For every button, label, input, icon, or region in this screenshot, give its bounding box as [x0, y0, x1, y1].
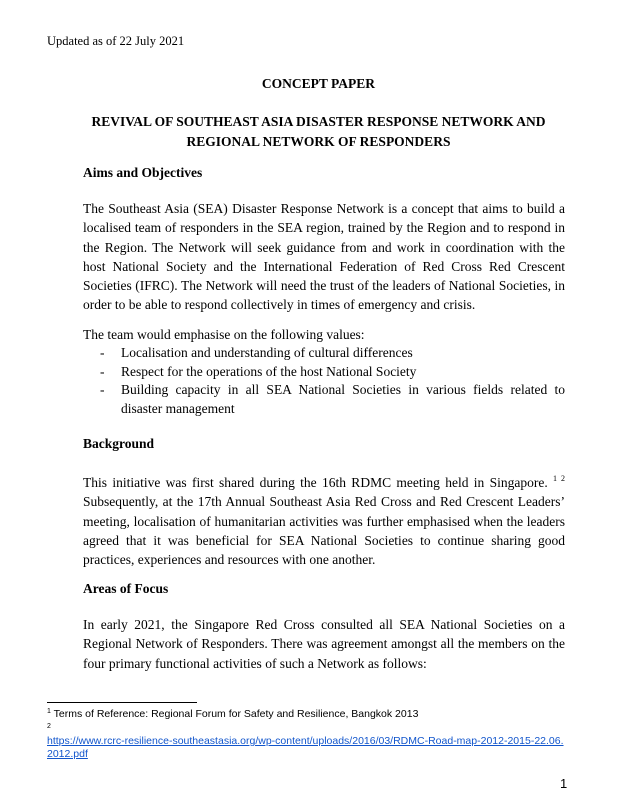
footnote-number: 1 — [47, 708, 51, 715]
list-item-text: Building capacity in all SEA National Societies in various fields related to disaster management — [121, 382, 565, 416]
footnote-link[interactable]: https://www.rcrc-resilience-southeastasia.org/wp-content/uploads/2016/03/RDMC-Road-map-2012-2015-22.06.2012.pdf — [47, 735, 564, 760]
list-item — [100, 344, 565, 363]
footnote-number: 2 — [47, 722, 51, 730]
dash-bullet-icon: - — [100, 345, 105, 360]
footnote-2-link-line — [47, 735, 567, 760]
heading-background: Background — [83, 436, 155, 451]
dash-bullet-icon: - — [100, 382, 105, 397]
footnote-reference: 1 2 — [553, 474, 565, 483]
background-text-rest: Subsequently, at the 17th Annual Southeast Asia Red Cross and Red Crescent Leaders’ meeting, localisation of humanitarian activities was further emphasised when the leaders agreed that it was beneficial for SEA National Societies to continue sharing good practices, experiences and resources with one another. — [83, 494, 565, 568]
heading-areas-of-focus: Areas of Focus — [83, 581, 169, 596]
list-item — [100, 363, 565, 382]
footnote-1 — [47, 706, 567, 721]
focus-paragraph: In early 2021, the Singapore Red Cross consulted all SEA National Societies on a Regional Network of Responders. There was agreement amongst all the members on the four primary functional activities of such a Network as follows: — [83, 617, 565, 671]
footnote-divider — [47, 702, 197, 703]
document-subtitle — [0, 112, 637, 152]
background-paragraph — [83, 469, 565, 569]
footnotes — [47, 706, 567, 760]
subtitle-line-2: REGIONAL NETWORK OF RESPONDERS — [186, 134, 451, 149]
dash-bullet-icon: - — [100, 363, 105, 379]
footnote-text: Terms of Reference: Regional Forum for Safety and Resilience, Bangkok 2013 — [53, 708, 419, 720]
list-item-text: Respect for the operations of the host National Society — [121, 363, 417, 379]
updated-date: Updated as of 22 July 2021 — [47, 34, 185, 48]
aims-paragraph: The Southeast Asia (SEA) Disaster Response Network is a concept that aims to build a localised team of responders in the SEA region, trained by the Region and to respond in the Region. The Network will seek guidance from and work in coordination with the host National Society and the International Federation of Red Cross Red Crescent Societies (IFRC). The Network will need the trust of the leaders of National Societies, in order to be able to respond collectively in times of emergency and crisis. — [83, 201, 565, 313]
page-number: 1 — [560, 776, 568, 791]
background-text-start: This initiative was first shared during the 16th RDMC meeting held in Singapore. — [83, 475, 548, 490]
document-title: CONCEPT PAPER — [261, 76, 376, 91]
subtitle-line-1: REVIVAL OF SOUTHEAST ASIA DISASTER RESPONSE NETWORK AND — [91, 114, 546, 129]
footnote-2 — [47, 721, 567, 736]
list-item-text: Localisation and understanding of cultural differences — [121, 345, 413, 360]
list-item — [100, 381, 565, 418]
heading-aims: Aims and Objectives — [83, 165, 203, 180]
values-intro: The team would emphasise on the following values: — [83, 327, 365, 342]
values-list — [100, 344, 565, 418]
